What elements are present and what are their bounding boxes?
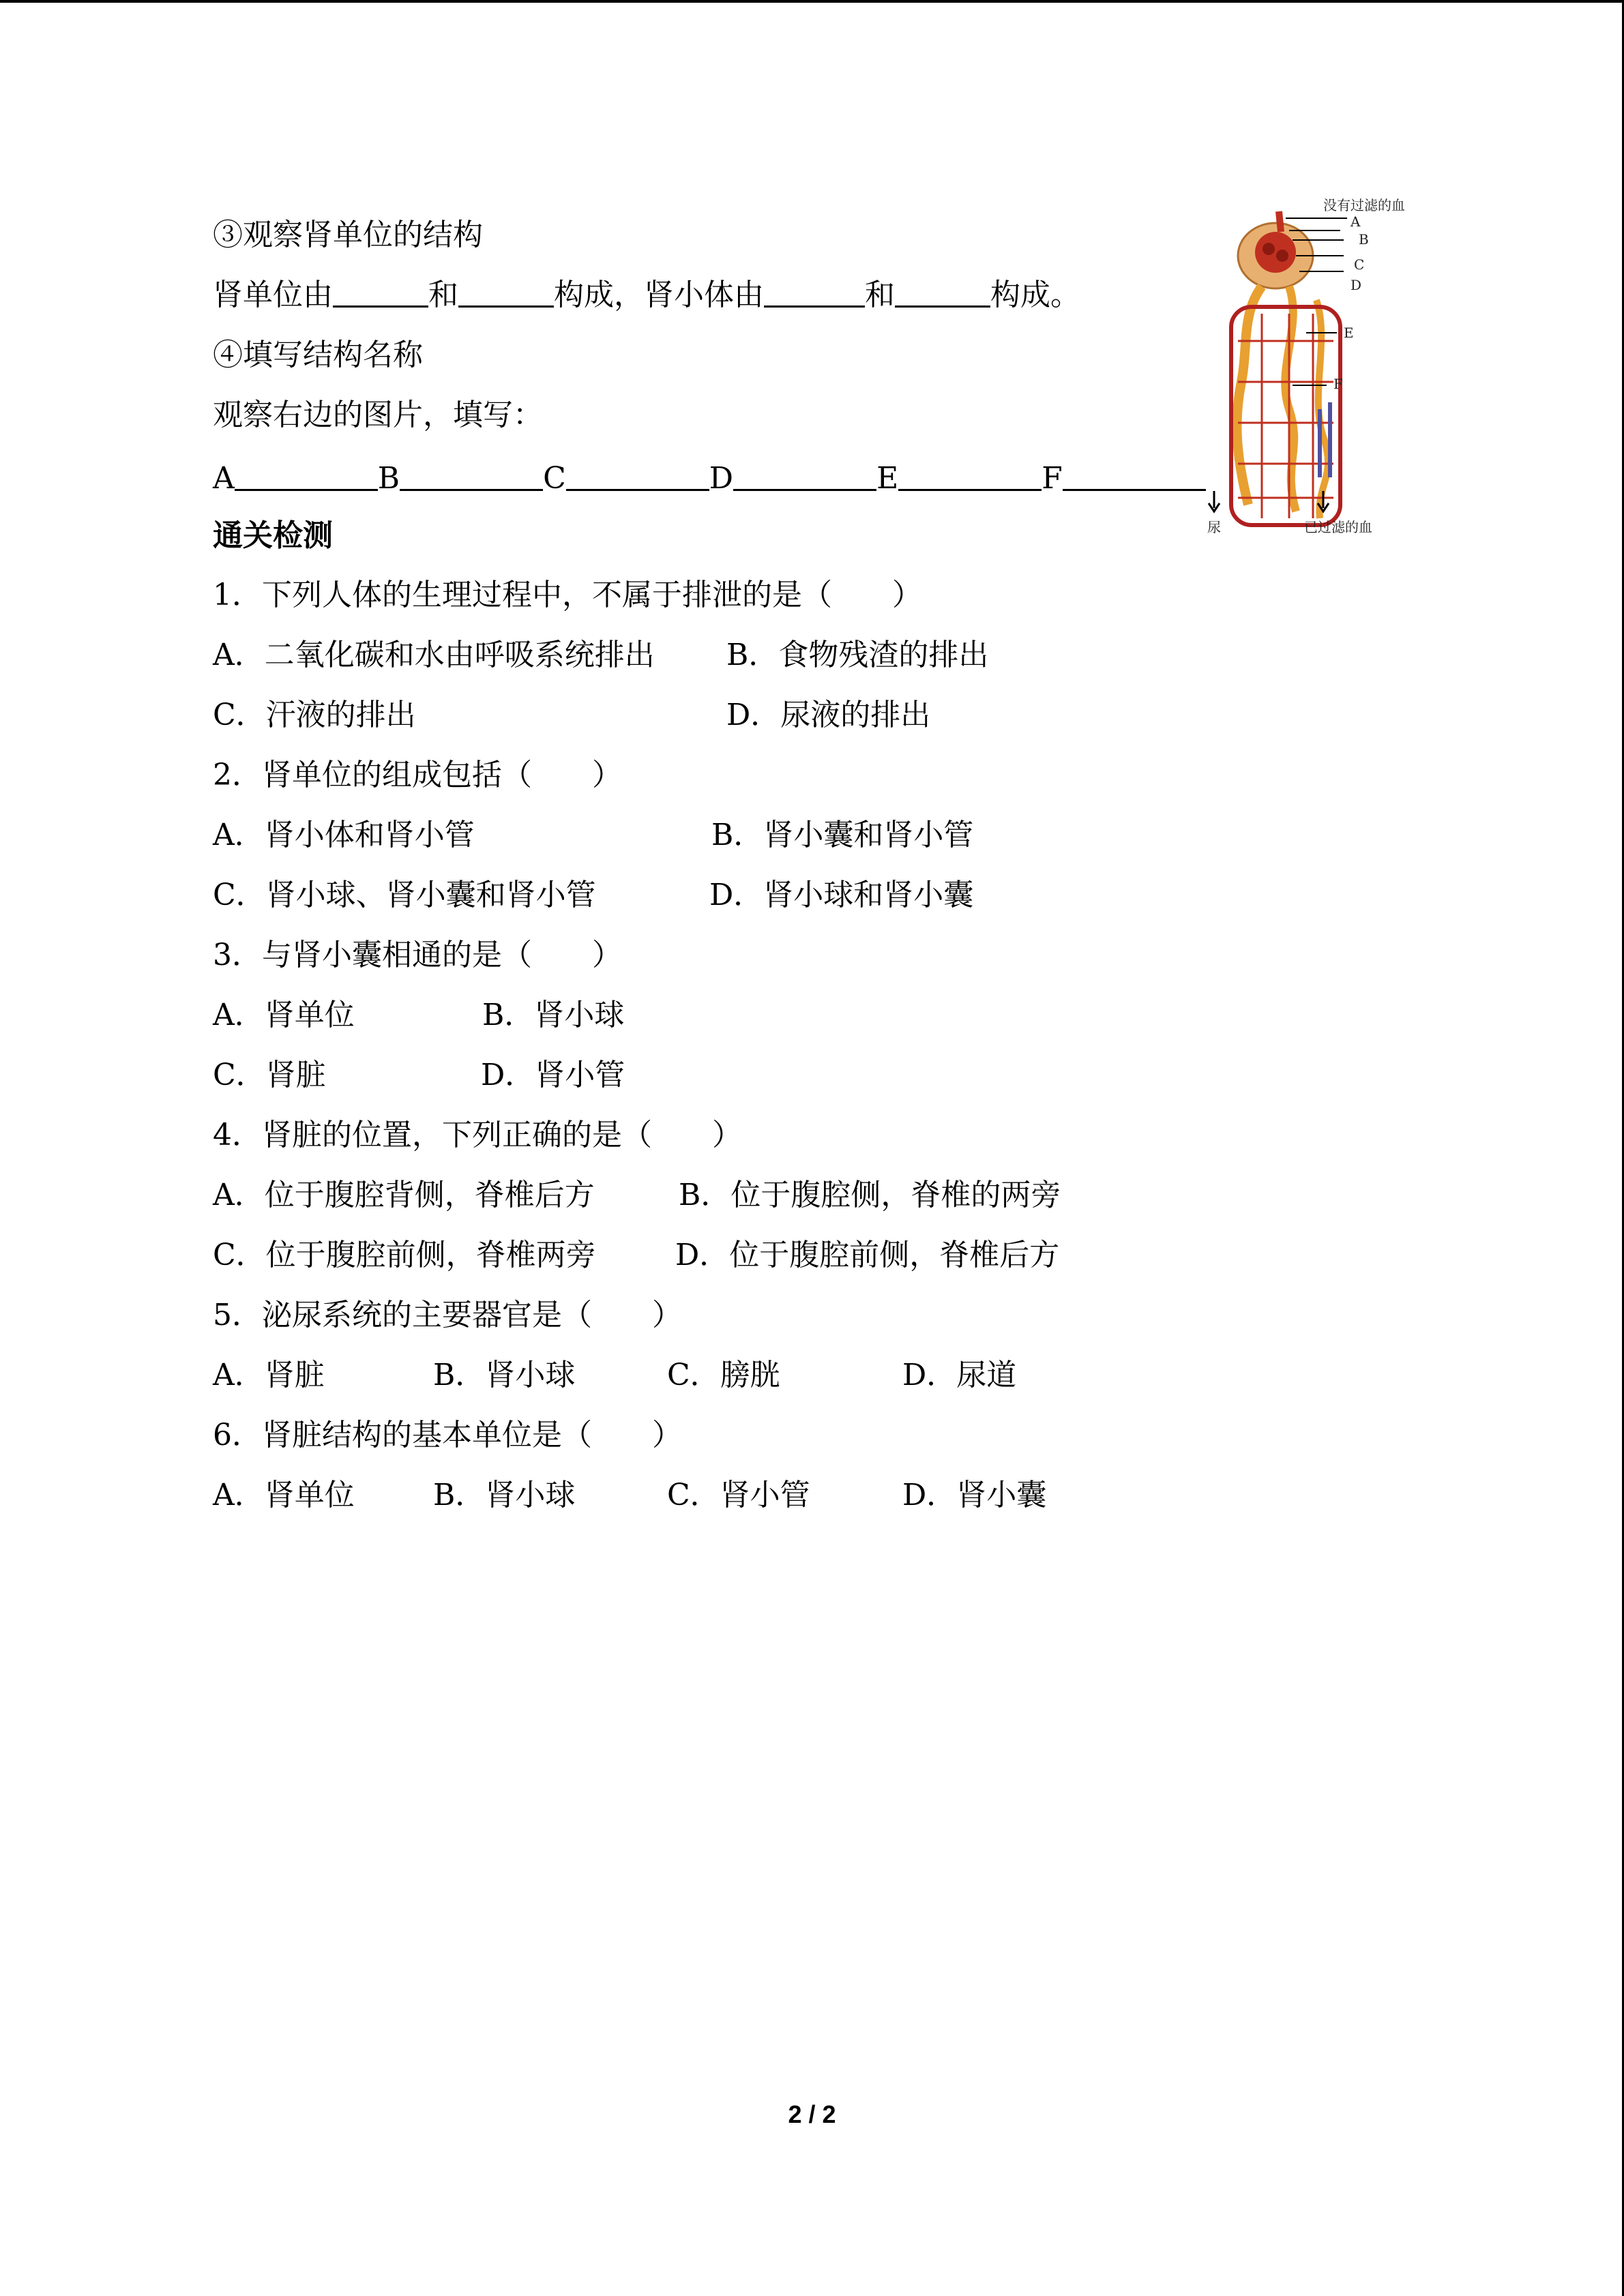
nephron-illustration bbox=[1200, 191, 1432, 546]
q6-option-d[interactable]: D．肾小囊 bbox=[902, 1478, 1047, 1512]
question-3-stem: 3．与肾小囊相通的是（ ） bbox=[213, 938, 622, 972]
label-d: D bbox=[709, 461, 734, 496]
section4-instruction: 观察右边的图片，填写： bbox=[213, 398, 543, 432]
question-1-stem: 1．下列人体的生理过程中，不属于排泄的是（ ） bbox=[213, 578, 922, 612]
section3-fill-sentence bbox=[213, 275, 1080, 316]
q2-option-b[interactable]: B．肾小囊和肾小管 bbox=[711, 818, 974, 852]
q4-option-d[interactable]: D．位于腹腔前侧，脊椎后方 bbox=[675, 1238, 1060, 1272]
label-f: F bbox=[1042, 461, 1063, 496]
label-b: B bbox=[377, 461, 400, 496]
sentence-part: 构成。 bbox=[990, 278, 1080, 312]
question-6-stem: 6．肾脏结构的基本单位是（ ） bbox=[213, 1418, 682, 1452]
figure-top-label: 没有过滤的血 bbox=[1323, 197, 1405, 213]
quiz-heading: 通关检测 bbox=[213, 518, 333, 553]
q2-option-c[interactable]: C．肾小球、肾小囊和肾小管 bbox=[213, 878, 596, 912]
q2-option-a[interactable]: A．肾小体和肾小管 bbox=[213, 818, 475, 852]
question-4-stem: 4．肾脏的位置，下列正确的是（ ） bbox=[213, 1118, 742, 1152]
figure-label-e: E bbox=[1344, 325, 1354, 341]
figure-label-c: C bbox=[1354, 256, 1365, 273]
fill-blank[interactable] bbox=[458, 275, 554, 308]
page-number: 2 / 2 bbox=[788, 2100, 836, 2128]
nephron-diagram bbox=[1200, 191, 1432, 546]
question-5-stem: 5．泌尿系统的主要器官是（ ） bbox=[213, 1298, 682, 1332]
figure-filtered-blood-label: 已过滤的血 bbox=[1304, 519, 1372, 535]
q4-option-b[interactable]: B．位于腹腔侧，脊椎的两旁 bbox=[679, 1178, 1061, 1212]
section4-title: ④填写结构名称 bbox=[213, 338, 423, 372]
q3-option-a[interactable]: A．肾单位 bbox=[213, 998, 355, 1032]
page-border-top bbox=[0, 0, 1624, 3]
figure-label-d: D bbox=[1350, 277, 1362, 293]
q6-option-b[interactable]: B．肾小球 bbox=[433, 1478, 576, 1512]
sentence-part: 和 bbox=[428, 278, 458, 312]
q3-option-d[interactable]: D．肾小管 bbox=[481, 1058, 625, 1092]
sentence-part: 构成，肾小体由 bbox=[554, 278, 764, 312]
sentence-part: 和 bbox=[865, 278, 895, 312]
q1-option-c[interactable]: C．汗液的排出 bbox=[213, 698, 416, 732]
fill-blank[interactable] bbox=[895, 275, 990, 308]
q5-option-a[interactable]: A．肾脏 bbox=[213, 1358, 325, 1392]
q3-option-b[interactable]: B．肾小球 bbox=[482, 998, 625, 1032]
fill-blank-b[interactable] bbox=[400, 459, 543, 491]
figure-label-a: A bbox=[1350, 213, 1361, 230]
fill-blank-e[interactable] bbox=[898, 459, 1042, 491]
label-c: C bbox=[543, 461, 566, 496]
fill-blank-f[interactable] bbox=[1063, 459, 1206, 491]
fill-blank[interactable] bbox=[764, 275, 865, 308]
q1-option-b[interactable]: B．食物残渣的排出 bbox=[726, 638, 989, 672]
q6-option-a[interactable]: A．肾单位 bbox=[213, 1478, 355, 1512]
sentence-part: 肾单位由 bbox=[213, 278, 333, 312]
q2-option-d[interactable]: D．肾小球和肾小囊 bbox=[709, 878, 974, 912]
q6-option-c[interactable]: C．肾小管 bbox=[667, 1478, 810, 1512]
q5-option-d[interactable]: D．尿道 bbox=[902, 1358, 1017, 1392]
label-e: E bbox=[876, 461, 899, 496]
q1-option-d[interactable]: D．尿液的排出 bbox=[726, 698, 931, 732]
fill-blank-c[interactable] bbox=[566, 459, 709, 491]
q3-option-c[interactable]: C．肾脏 bbox=[213, 1058, 326, 1092]
q4-option-c[interactable]: C．位于腹腔前侧，脊椎两旁 bbox=[213, 1238, 596, 1272]
figure-label-f: F bbox=[1333, 376, 1343, 392]
fill-blank-d[interactable] bbox=[733, 459, 876, 491]
q1-option-a[interactable]: A．二氧化碳和水由呼吸系统排出 bbox=[213, 638, 655, 672]
figure-urine-label: 尿 bbox=[1207, 519, 1221, 535]
q5-option-b[interactable]: B．肾小球 bbox=[433, 1358, 576, 1392]
q5-option-c[interactable]: C．膀胱 bbox=[667, 1358, 780, 1392]
fill-blank-a[interactable] bbox=[235, 459, 378, 491]
q4-option-a[interactable]: A．位于腹腔背侧，脊椎后方 bbox=[213, 1178, 595, 1212]
question-2-stem: 2．肾单位的组成包括（ ） bbox=[213, 758, 622, 792]
structure-label-row bbox=[213, 458, 1206, 499]
section3-title: ③观察肾单位的结构 bbox=[213, 218, 483, 252]
fill-blank[interactable] bbox=[333, 275, 428, 308]
figure-label-b: B bbox=[1359, 231, 1369, 248]
label-a: A bbox=[213, 461, 235, 496]
